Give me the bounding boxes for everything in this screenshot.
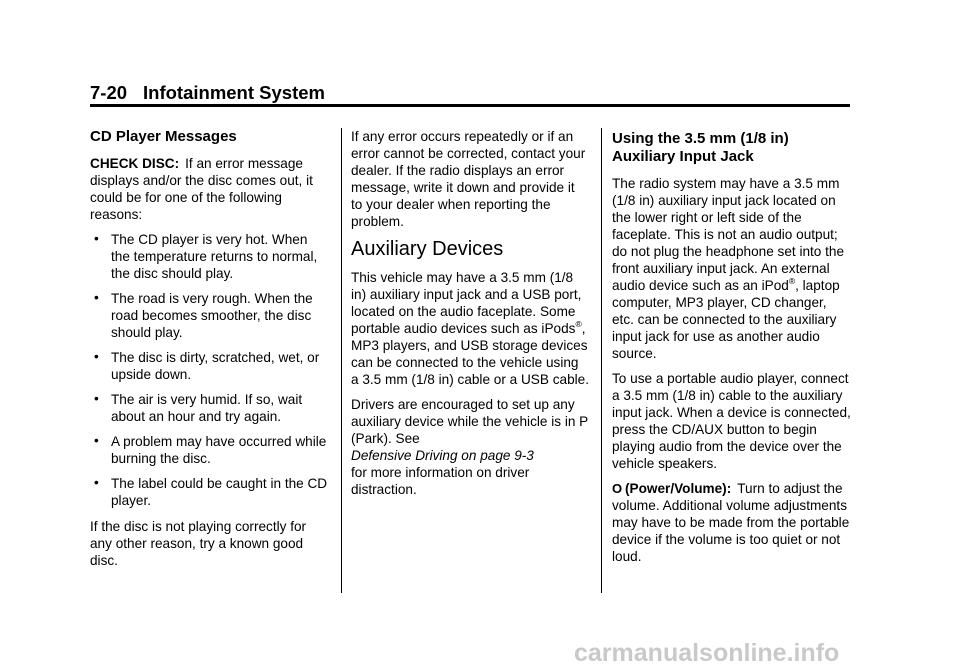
auxiliary-devices-heading: Auxiliary Devices bbox=[351, 238, 504, 260]
column-divider bbox=[601, 128, 602, 593]
bullet-icon: • bbox=[94, 290, 99, 305]
cd-player-messages-heading: CD Player Messages bbox=[90, 128, 237, 145]
bullet-icon: • bbox=[94, 231, 99, 246]
portable-player-paragraph: To use a portable audio player, connect a 3.5 mm (1/8 in) cable to the auxiliary input jack. When a device is connected, press the CD/AUX button to begin playing audio from the device over the vehicle speakers. bbox=[612, 371, 851, 471]
bullet-icon: • bbox=[94, 475, 99, 490]
intro-text-start: This vehicle may have a 3.5 mm (1/8 in) auxiliary input jack and a USB port, located on the audio faceplate. Some portable audio devices such as iPods bbox=[351, 270, 582, 336]
power-volume-paragraph bbox=[612, 480, 852, 565]
reasons-list bbox=[90, 231, 328, 509]
column-divider bbox=[341, 128, 342, 593]
list-item-text: A problem may have occurred while burning the disc. bbox=[111, 434, 327, 466]
jack-text-start: The radio system may have a 3.5 mm (1/8 in) auxiliary input jack located on the lower right or left side of the faceplate. This is not an audio output; do not plug the headphone set into the front auxiliary input jack. An external audio device such as an iPod bbox=[612, 176, 845, 293]
bullet-icon: • bbox=[94, 349, 99, 364]
defensive-driving-link[interactable]: Defensive Driving on page 9-3 bbox=[351, 448, 534, 463]
bullet-icon: • bbox=[94, 391, 99, 406]
auxiliary-intro-paragraph bbox=[351, 269, 589, 388]
check-disc-text: If an error message displays and/or the disc comes out, it could be for one of the following reasons: bbox=[90, 156, 313, 222]
page-number: 7-20 bbox=[90, 82, 128, 103]
page-header bbox=[90, 82, 850, 104]
list-item bbox=[90, 231, 328, 282]
power-icon: O bbox=[612, 481, 623, 496]
encourage-text: Drivers are encouraged to set up any auxiliary device while the vehicle is in P (Park). See bbox=[351, 397, 589, 446]
column-middle bbox=[351, 128, 589, 506]
check-disc-paragraph bbox=[90, 155, 328, 223]
header-rule bbox=[90, 104, 850, 107]
closing-paragraph: If the disc is not playing correctly for any other reason, try a known good disc. bbox=[90, 519, 307, 568]
list-item-text: The disc is dirty, scratched, wet, or upside down. bbox=[111, 350, 320, 382]
list-item bbox=[90, 391, 328, 425]
watermark: carmanualsonline.info bbox=[574, 639, 840, 667]
encourage-paragraph bbox=[351, 396, 589, 498]
list-item bbox=[90, 433, 328, 467]
column-right bbox=[612, 128, 852, 573]
jack-text-end: , laptop computer, MP3 player, CD changer, etc. can be connected to the auxiliary input jack for use as another audio source. bbox=[612, 278, 840, 361]
power-volume-label: (Power/Volume): bbox=[625, 481, 732, 496]
power-volume-text: Turn to adjust the volume. Additional volume adjustments may have to be made from the portable device if the volume is too quiet or not loud. bbox=[612, 481, 850, 564]
header-text bbox=[90, 82, 850, 104]
section-title: Infotainment System bbox=[143, 82, 325, 103]
list-item-text: The label could be caught in the CD player. bbox=[111, 476, 328, 508]
column-left bbox=[90, 128, 328, 577]
intro-text-end: , MP3 players, and USB storage devices can be connected to the vehicle using a 3.5 mm (1/8 in) cable or a USB cable. bbox=[351, 321, 589, 387]
list-item-text: The CD player is very hot. When the temperature returns to normal, the disc should play. bbox=[111, 232, 318, 281]
error-paragraph: If any error occurs repeatedly or if an error cannot be corrected, contact your dealer. If the radio displays an error message, write it down and provide it to your dealer when reporting the problem. bbox=[351, 129, 586, 229]
registered-mark: ® bbox=[575, 319, 582, 329]
list-item bbox=[90, 349, 328, 383]
bullet-icon: • bbox=[94, 433, 99, 448]
list-item-text: The air is very humid. If so, wait about an hour and try again. bbox=[111, 392, 303, 424]
jack-paragraph bbox=[612, 175, 852, 362]
list-item-text: The road is very rough. When the road becomes smoother, the disc should play. bbox=[111, 291, 313, 340]
registered-mark: ® bbox=[788, 276, 796, 286]
list-item bbox=[90, 475, 328, 509]
check-disc-label: CHECK DISC: bbox=[90, 156, 180, 171]
aux-jack-heading: Using the 3.5 mm (1/8 in) Auxiliary Input Jack bbox=[612, 130, 789, 165]
list-item bbox=[90, 290, 328, 341]
encourage-after-text: for more information on driver distraction. bbox=[351, 465, 530, 497]
